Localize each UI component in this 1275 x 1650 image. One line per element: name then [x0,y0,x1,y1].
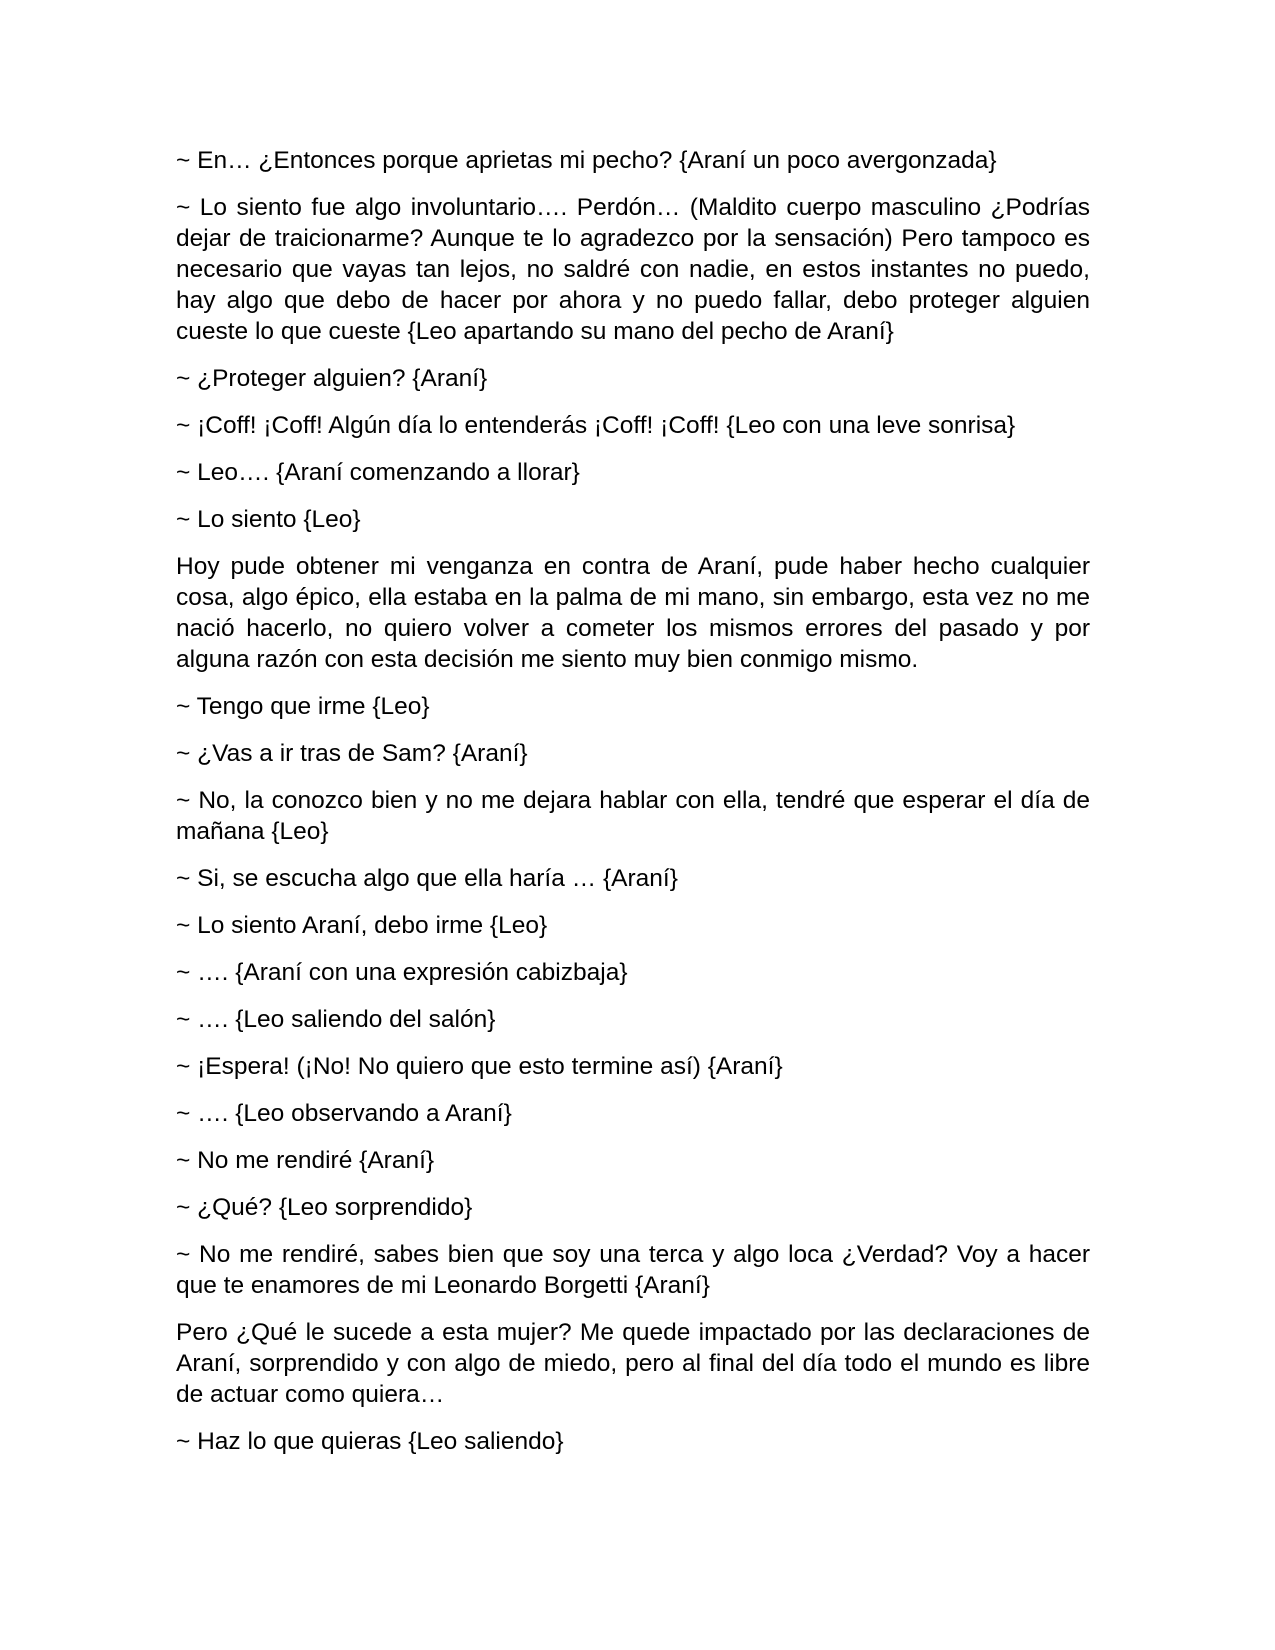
narration-paragraph: Pero ¿Qué le sucede a esta mujer? Me quede impactado por las declaraciones de Araní, sorprendido y con algo de miedo, pero al final del día todo el mundo es libre de actuar como quiera… [176,1319,1090,1408]
dialogue-line: ~ ¿Vas a ir tras de Sam? {Araní} [176,740,528,767]
dialogue-line: ~ Leo…. {Araní comenzando a llorar} [176,459,580,486]
narration-paragraph: Hoy pude obtener mi venganza en contra de Araní, pude haber hecho cualquier cosa, algo épico, ella estaba en la palma de mi mano, sin embargo, esta vez no me nació hacerlo, no quiero volver a cometer los mismos errores del pasado y por alguna razón con esta decisión me siento muy bien conmigo mismo. [176,553,1090,673]
dialogue-line: ~ No me rendiré, sabes bien que soy una terca y algo loca ¿Verdad? Voy a hacer que te enamores de mi Leonardo Borgetti {Araní} [176,1241,1090,1299]
dialogue-line: ~ …. {Araní con una expresión cabizbaja} [176,959,628,986]
dialogue-line: ~ Tengo que irme {Leo} [176,693,430,720]
dialogue-line: ~ Haz lo que quieras {Leo saliendo} [176,1428,564,1455]
dialogue-line: ~ Lo siento fue algo involuntario…. Perdón… (Maldito cuerpo masculino ¿Podrías dejar de traicionarme? Aunque te lo agradezco por la sensación) Pero tampoco es necesario que vayas tan lejos, no saldré con nadie, en estos instantes no puedo, hay algo que debo de hacer por ahora y no puedo fallar, debo proteger alguien cueste lo que cueste {Leo apartando su mano del pecho de Araní} [176,194,1090,345]
dialogue-line: ~ No, la conozco bien y no me dejara hablar con ella, tendré que esperar el día de mañana {Leo} [176,787,1090,845]
document-body [176,145,1090,1473]
dialogue-line: ~ …. {Leo observando a Araní} [176,1100,512,1127]
dialogue-line: ~ ¡Coff! ¡Coff! Algún día lo entenderás ¡Coff! ¡Coff! {Leo con una leve sonrisa} [176,412,1016,439]
dialogue-line: ~ En… ¿Entonces porque aprietas mi pecho? {Araní un poco avergonzada} [176,147,997,174]
dialogue-line: ~ ¿Qué? {Leo sorprendido} [176,1194,473,1221]
dialogue-line: ~ No me rendiré {Araní} [176,1147,435,1174]
dialogue-line: ~ Lo siento {Leo} [176,506,361,533]
dialogue-line: ~ …. {Leo saliendo del salón} [176,1006,496,1033]
dialogue-line: ~ Lo siento Araní, debo irme {Leo} [176,912,548,939]
dialogue-line: ~ ¿Proteger alguien? {Araní} [176,365,488,392]
dialogue-line: ~ ¡Espera! (¡No! No quiero que esto termine así) {Araní} [176,1053,783,1080]
dialogue-line: ~ Si, se escucha algo que ella haría … {Araní} [176,865,678,892]
